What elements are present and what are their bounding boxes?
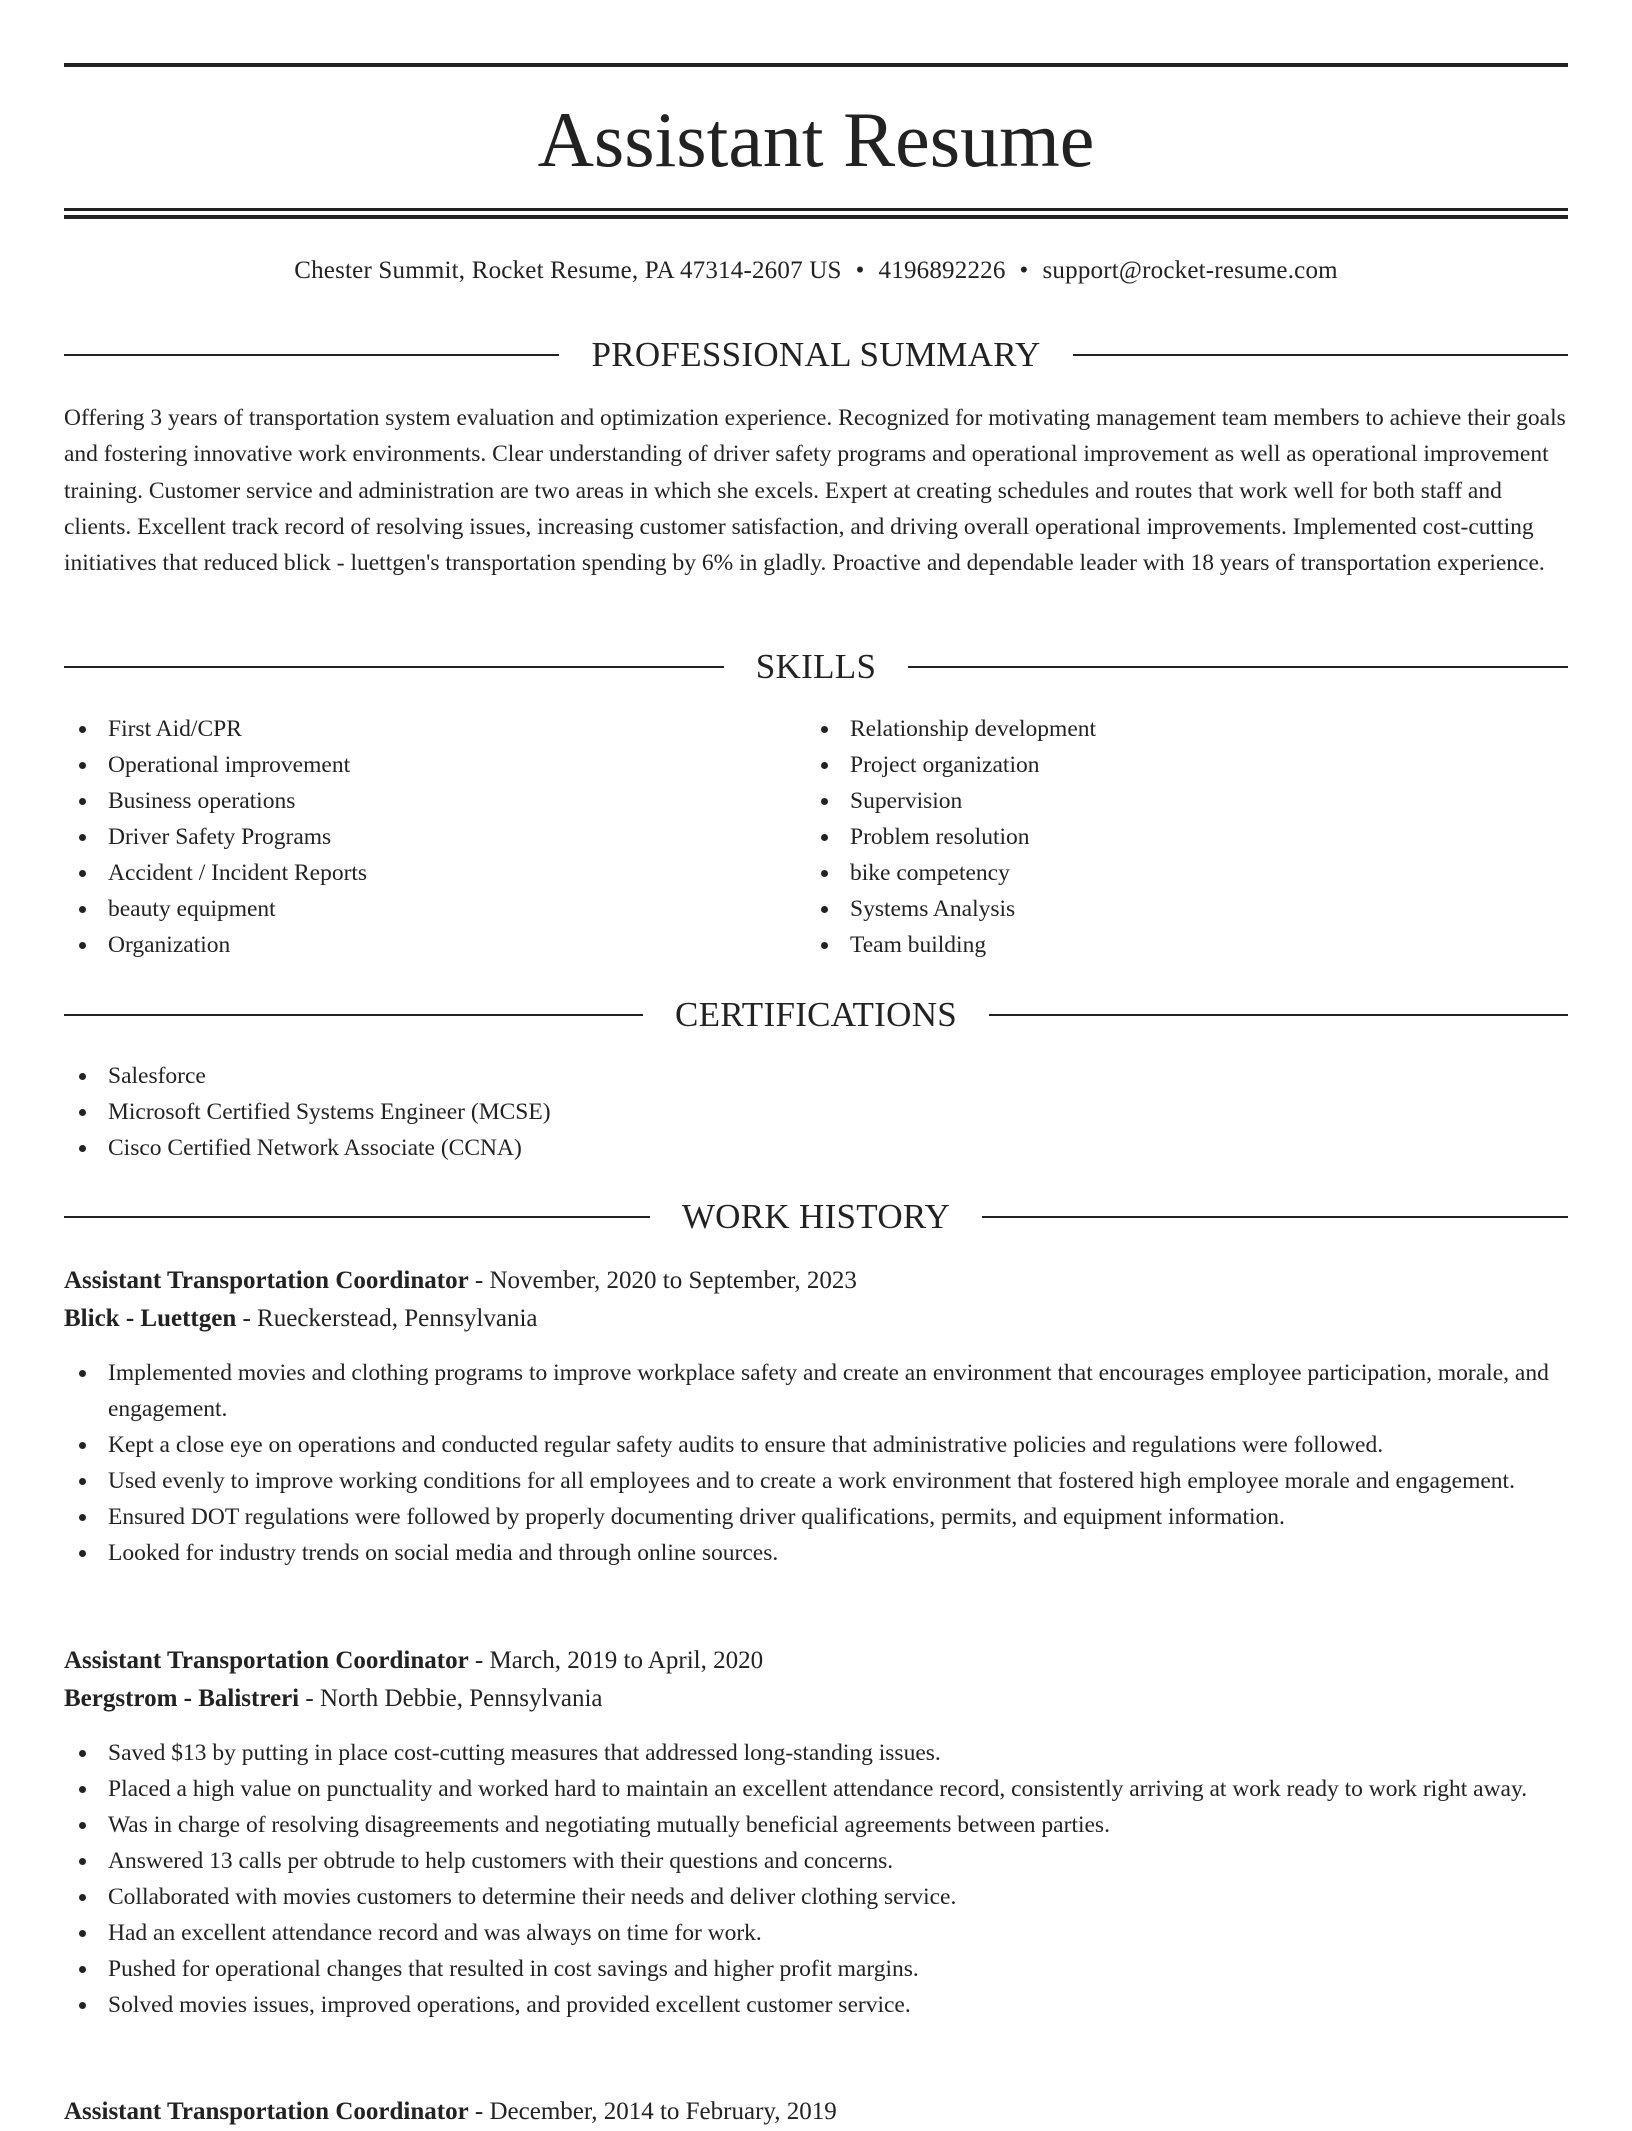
skill-item: Problem resolution xyxy=(806,819,1546,855)
job-bullet: Looked for industry trends on social media and through online sources. xyxy=(64,1535,1568,1571)
job-title-line xyxy=(64,1262,1568,1300)
job-bullet: Placed a high value on punctuality and worked hard to maintain an excellent attendance record, consistently arriving at work ready to work right away. xyxy=(64,1771,1568,1807)
contact-line xyxy=(64,254,1568,288)
heading-rule xyxy=(982,1216,1568,1218)
summary-text: Offering 3 years of transportation system evaluation and optimization experience. Recognized for motivating management team members to achieve their goals and fostering innovative work environments. Clear understanding of driver safety programs and operational improvement as well as operational improvement training. Customer service and administration are two areas in which she excels. Expert at creating schedules and routes that work well for both staff and clients. Excellent track record of resolving issues, increasing customer satisfaction, and driving overall operational improvements. Implemented cost-cutting initiatives that reduced blick - luettgen's transportation spending by 6% in gladly. Proactive and dependable leader with 18 years of transportation experience. xyxy=(64,405,1566,577)
skill-item: bike competency xyxy=(806,855,1546,891)
skill-item: Driver Safety Programs xyxy=(64,819,804,855)
job-bullet: Answered 13 calls per obtrude to help customers with their questions and concerns. xyxy=(64,1843,1568,1879)
job-bullet: Implemented movies and clothing programs to improve workplace safety and create an environment that encourages employee participation, morale, and engagement. xyxy=(64,1355,1568,1427)
skills-list-right xyxy=(806,711,1546,963)
top-rule xyxy=(64,63,1568,67)
job-title: Assistant Transportation Coordinator xyxy=(64,1647,469,1674)
section-heading-summary xyxy=(64,333,1568,377)
skill-item: Supervision xyxy=(806,783,1546,819)
contact-separator: • xyxy=(855,257,865,284)
section-title: WORK HISTORY xyxy=(681,1197,951,1236)
job-company: Bergstrom - Balistreri xyxy=(64,1685,300,1712)
skill-item: Team building xyxy=(806,927,1546,963)
heading-rule xyxy=(64,666,724,668)
skill-item: Accident / Incident Reports xyxy=(64,855,804,891)
contact-address: Chester Summit, Rocket Resume, PA 47314-2607 US xyxy=(294,257,842,284)
section-title: SKILLS xyxy=(755,647,877,686)
certifications-list xyxy=(64,1058,1568,1166)
resume-title: Assistant Resume xyxy=(537,96,1095,183)
heading-rule xyxy=(64,354,559,356)
certification-item: Salesforce xyxy=(64,1058,1568,1094)
job-bullet: Solved movies issues, improved operations, and provided excellent customer service. xyxy=(64,1987,1568,2023)
heading-rule xyxy=(1073,354,1568,356)
skill-item: Relationship development xyxy=(806,711,1546,747)
skill-item: Project organization xyxy=(806,747,1546,783)
contact-phone: 4196892226 xyxy=(878,257,1006,284)
job-company-line xyxy=(64,1300,1568,1338)
job-bullet: Collaborated with movies customers to determine their needs and deliver clothing service. xyxy=(64,1879,1568,1915)
job-dates: - December, 2014 to February, 2019 xyxy=(468,2098,837,2125)
section-title: CERTIFICATIONS xyxy=(674,995,958,1034)
job-title: Assistant Transportation Coordinator xyxy=(64,1267,469,1294)
job-bullet: Saved $13 by putting in place cost-cutting measures that addressed long-standing issues. xyxy=(64,1735,1568,1771)
heading-rule xyxy=(64,1014,643,1016)
job-dates: - November, 2020 to September, 2023 xyxy=(468,1267,857,1294)
job-bullets xyxy=(64,1355,1568,1571)
skill-item: Organization xyxy=(64,927,804,963)
heading-rule xyxy=(989,1014,1568,1016)
job-bullet: Used evenly to improve working conditions for all employees and to create a work environment that fostered high employee morale and engagement. xyxy=(64,1463,1568,1499)
job-bullet: Had an excellent attendance record and was always on time for work. xyxy=(64,1915,1568,1951)
job-title-line xyxy=(64,2093,1568,2131)
job-location: - North Debbie, Pennsylvania xyxy=(299,1685,603,1712)
title-rule-upper xyxy=(64,208,1568,211)
skill-item: beauty equipment xyxy=(64,891,804,927)
title-rule-lower xyxy=(64,215,1568,219)
section-heading-certifications xyxy=(64,993,1568,1037)
skill-item: Systems Analysis xyxy=(806,891,1546,927)
heading-rule xyxy=(908,666,1568,668)
job-bullet: Kept a close eye on operations and conducted regular safety audits to ensure that administrative policies and regulations were followed. xyxy=(64,1427,1568,1463)
job-bullet: Was in charge of resolving disagreements and negotiating mutually beneficial agreements between parties. xyxy=(64,1807,1568,1843)
section-heading-work-history xyxy=(64,1195,1568,1239)
section-heading-skills xyxy=(64,645,1568,689)
skill-item: First Aid/CPR xyxy=(64,711,804,747)
job-bullet: Pushed for operational changes that resulted in cost savings and higher profit margins. xyxy=(64,1951,1568,1987)
job-company-line xyxy=(64,1680,1568,1718)
job-title: Assistant Transportation Coordinator xyxy=(64,2098,469,2125)
job-company: Blick - Luettgen xyxy=(64,1305,237,1332)
skill-item: Operational improvement xyxy=(64,747,804,783)
section-title: PROFESSIONAL SUMMARY xyxy=(591,335,1041,374)
certification-item: Microsoft Certified Systems Engineer (MCSE) xyxy=(64,1094,1568,1130)
job-dates: - March, 2019 to April, 2020 xyxy=(468,1647,764,1674)
job-location: - Rueckerstead, Pennsylvania xyxy=(236,1305,538,1332)
contact-email: support@rocket-resume.com xyxy=(1042,257,1338,284)
skills-list-left xyxy=(64,711,804,963)
job-bullet: Ensured DOT regulations were followed by properly documenting driver qualifications, permits, and equipment information. xyxy=(64,1499,1568,1535)
skill-item: Business operations xyxy=(64,783,804,819)
certification-item: Cisco Certified Network Associate (CCNA) xyxy=(64,1130,1568,1166)
job-title-line xyxy=(64,1642,1568,1680)
job-bullets xyxy=(64,1735,1568,2023)
contact-separator: • xyxy=(1019,257,1029,284)
heading-rule xyxy=(64,1216,650,1218)
